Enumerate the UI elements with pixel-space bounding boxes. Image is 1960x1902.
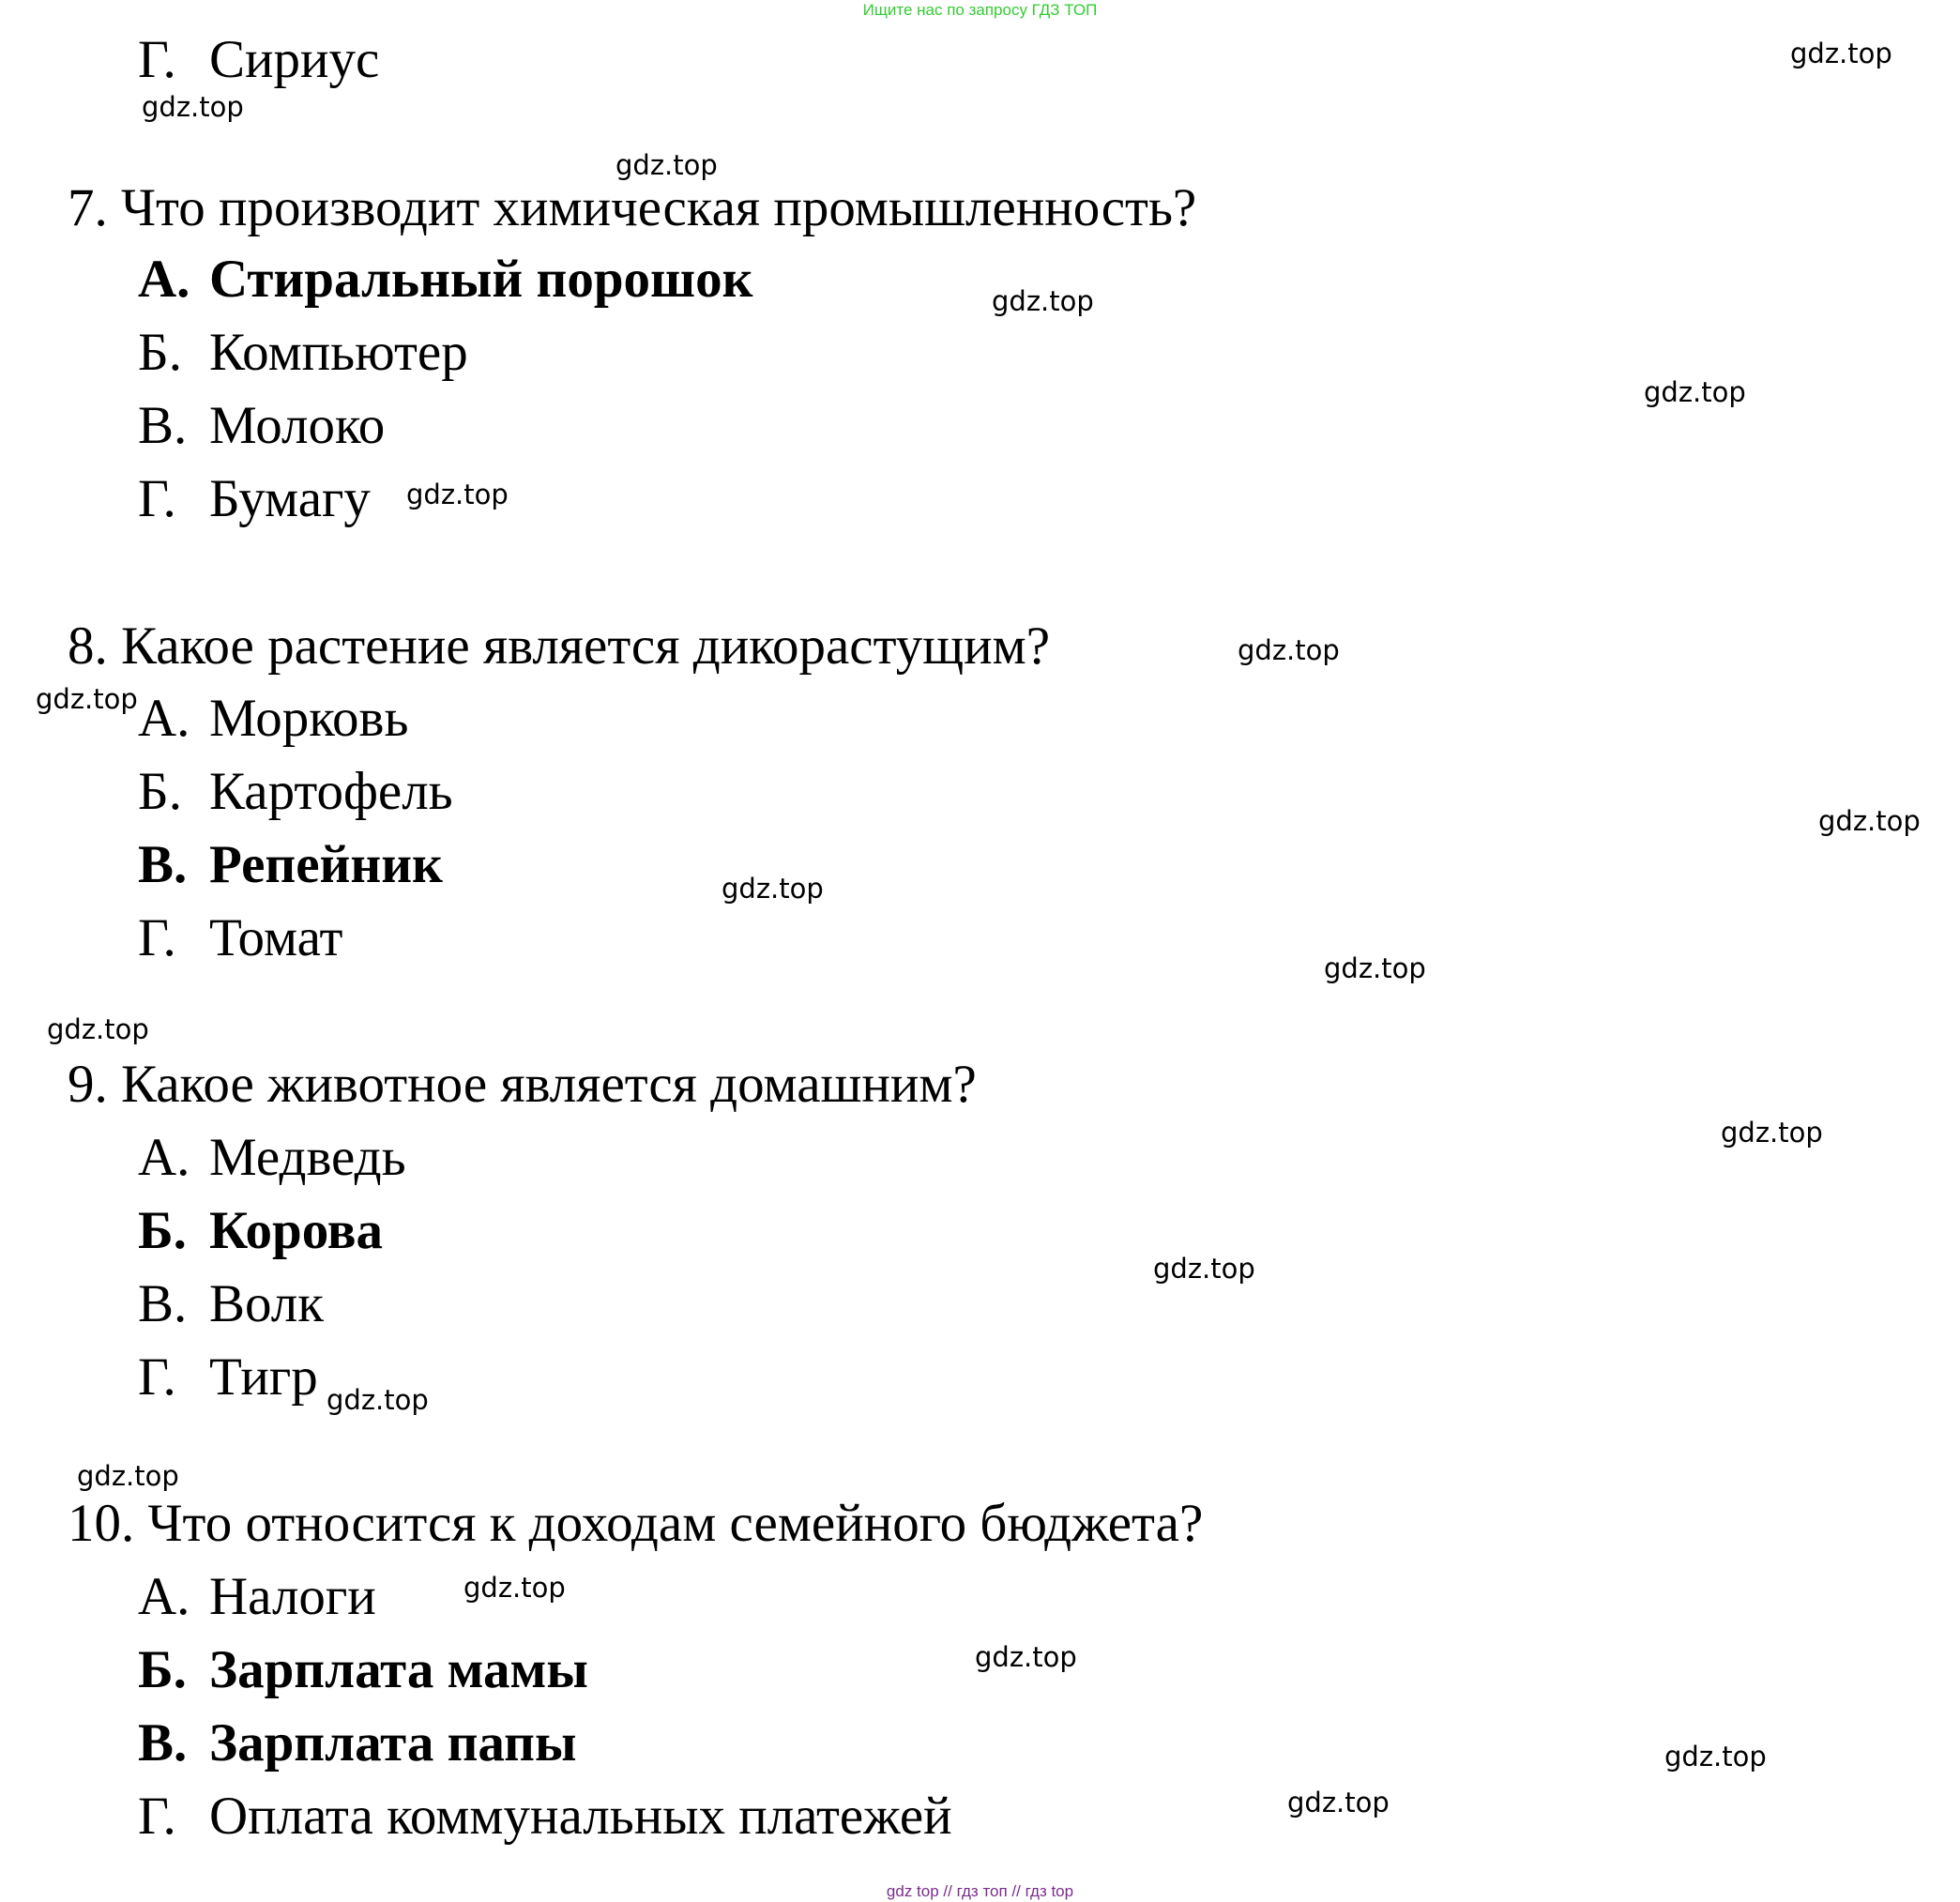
q8-option-c — [138, 833, 443, 897]
watermark: gdz.top — [1238, 634, 1340, 666]
watermark: gdz.top — [722, 873, 824, 905]
option-letter: Б. — [138, 762, 182, 821]
watermark: gdz.top — [327, 1384, 429, 1416]
option-letter: А. — [138, 1128, 190, 1187]
footer-note: gdz top // гдз топ // гдз top — [886, 1882, 1074, 1900]
q9-option-b — [138, 1199, 383, 1263]
watermark: gdz.top — [1153, 1253, 1255, 1285]
watermark: gdz.top — [1324, 952, 1426, 984]
option-letter: Г. — [138, 1347, 176, 1407]
option-text: Оплата коммунальных платежей — [209, 1787, 952, 1846]
option-text: Корова — [209, 1201, 384, 1260]
watermark: gdz.top — [47, 1013, 149, 1045]
option-text: Стиральный порошок — [209, 250, 753, 309]
option-letter: Г. — [138, 908, 176, 967]
q10-option-d — [138, 1785, 952, 1849]
option-text: Зарплата мамы — [209, 1640, 588, 1699]
option-letter: В. — [138, 1713, 188, 1773]
option-text: Медведь — [209, 1128, 406, 1187]
watermark: gdz.top — [975, 1641, 1077, 1673]
watermark: gdz.top — [615, 149, 718, 181]
option-text: Сириус — [209, 30, 380, 89]
watermark: gdz.top — [463, 1572, 566, 1604]
q8-option-d — [138, 906, 342, 970]
q7-option-b — [138, 321, 468, 385]
option-letter: Г. — [138, 469, 176, 528]
option-letter: А. — [138, 1567, 190, 1626]
option-letter: В. — [138, 396, 188, 455]
question-10: 10. Что относится к доходам семейного бюджета? — [68, 1494, 1204, 1553]
q9-option-d — [138, 1346, 318, 1409]
option-letter: Б. — [138, 1201, 187, 1260]
watermark: gdz.top — [36, 683, 138, 715]
question-7: 7. Что производит химическая промышленность? — [68, 178, 1197, 237]
option-text: Волк — [209, 1274, 324, 1333]
question-9: 9. Какое животное является домашним? — [68, 1055, 977, 1114]
watermark: gdz.top — [992, 285, 1094, 317]
watermark: gdz.top — [1818, 805, 1921, 837]
option-text: Томат — [209, 908, 343, 967]
q9-option-c — [138, 1272, 324, 1336]
q7-option-d — [138, 467, 371, 531]
q8-option-a — [138, 687, 408, 751]
option-carryover — [138, 28, 379, 92]
watermark: gdz.top — [1644, 376, 1746, 408]
watermark: gdz.top — [142, 91, 244, 123]
option-letter: В. — [138, 1274, 188, 1333]
watermark: gdz.top — [1664, 1741, 1767, 1773]
q8-option-b — [138, 760, 453, 824]
watermark: gdz.top — [1287, 1787, 1390, 1818]
option-letter: Б. — [138, 323, 182, 382]
option-letter: Б. — [138, 1640, 187, 1699]
option-letter: А. — [138, 689, 190, 748]
watermark: gdz.top — [1721, 1117, 1823, 1149]
option-text: Бумагу — [209, 469, 371, 528]
option-letter: В. — [138, 835, 188, 894]
option-text: Тигр — [209, 1347, 318, 1407]
q7-option-a — [138, 248, 753, 312]
option-text: Зарплата папы — [209, 1713, 577, 1773]
q10-option-a — [138, 1565, 376, 1629]
option-text: Молоко — [209, 396, 386, 455]
q9-option-a — [138, 1126, 406, 1190]
option-text: Налоги — [209, 1567, 376, 1626]
watermark: gdz.top — [406, 479, 509, 510]
option-text: Картофель — [209, 762, 453, 821]
header-note: Ищите нас по запросу ГДЗ ТОП — [862, 1, 1098, 19]
option-letter: Г. — [138, 30, 176, 89]
q10-option-c — [138, 1712, 577, 1775]
question-8: 8. Какое растение является дикорастущим? — [68, 616, 1051, 676]
option-letter: А. — [138, 250, 190, 309]
watermark: gdz.top — [77, 1460, 179, 1492]
option-text: Репейник — [209, 835, 443, 894]
q10-option-b — [138, 1638, 588, 1702]
watermark: gdz.top — [1790, 38, 1892, 69]
option-text: Морковь — [209, 689, 409, 748]
option-text: Компьютер — [209, 323, 468, 382]
option-letter: Г. — [138, 1787, 176, 1846]
q7-option-c — [138, 394, 385, 458]
